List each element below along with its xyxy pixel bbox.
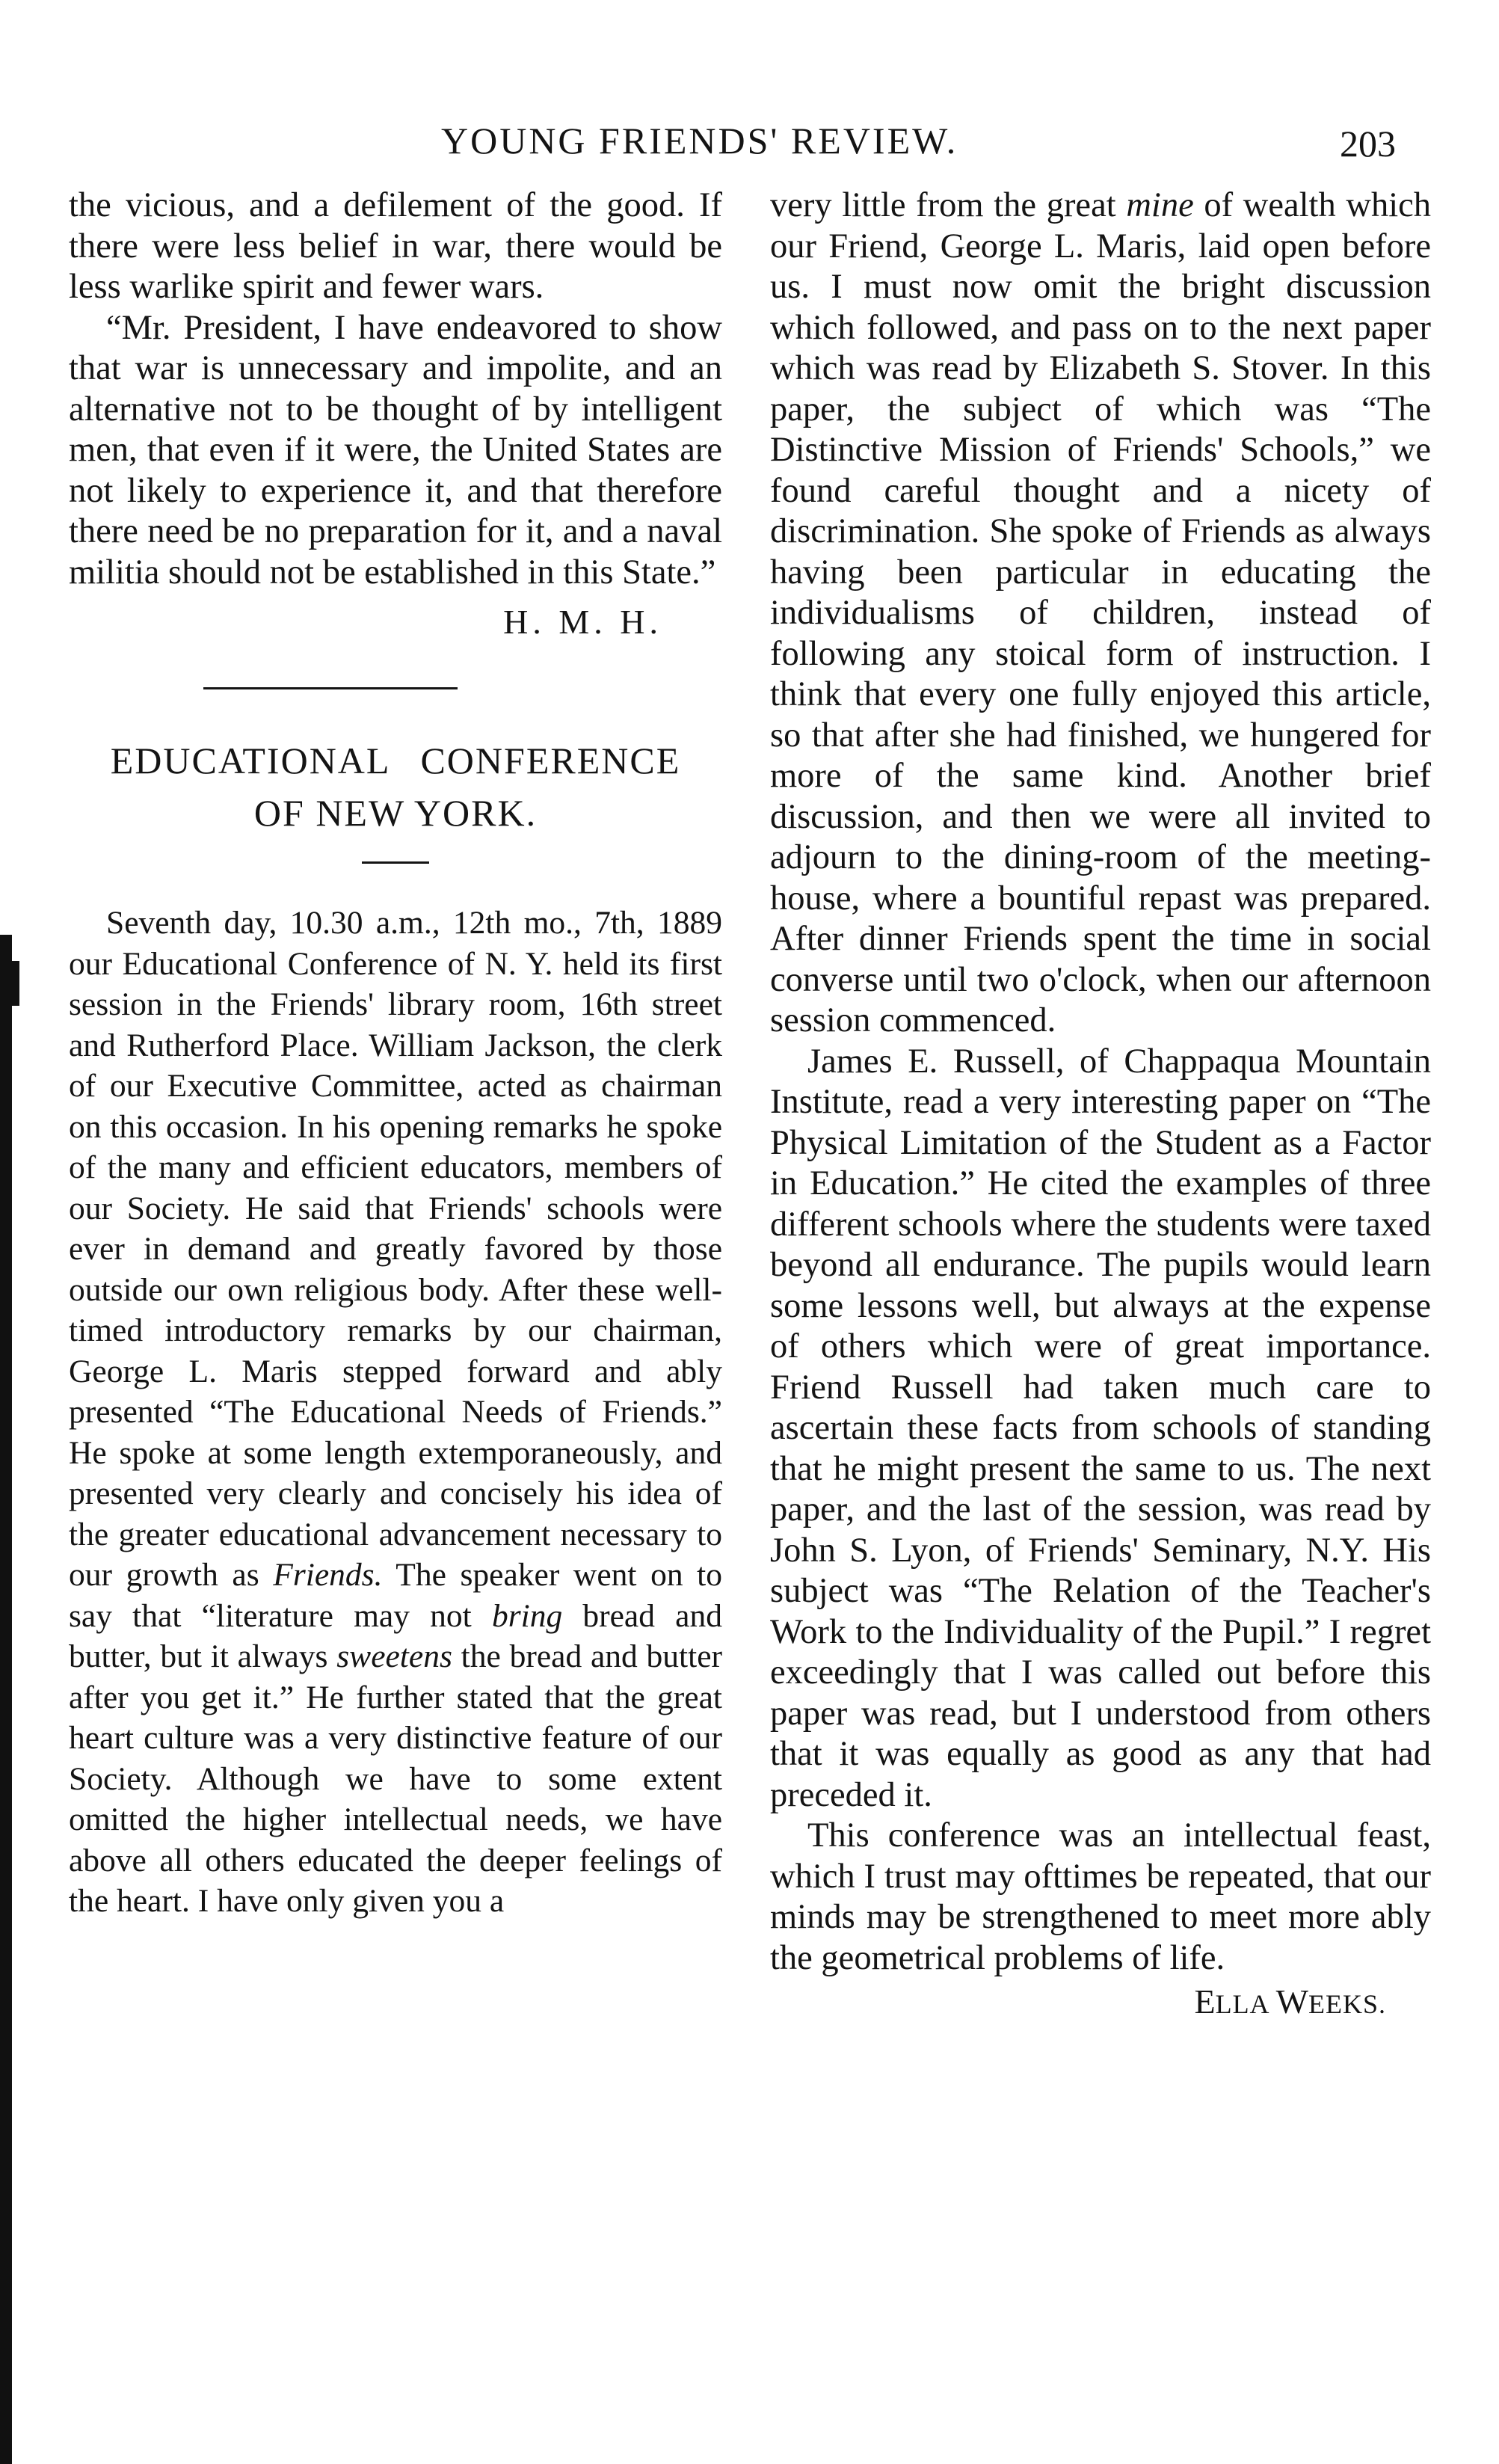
morning-text-rest: of wealth which our Friend, George L. Maris, laid open before us. I must now omit the bright discussion which followed, and pass on to the next paper which was read by Elizabeth S. Stover. In this paper, the subject of which was “The Distinctive Mission of Friends' Schools,” we found careful thought and a nicety of discrimination. She spoke of Friends as always having been particular in educating the individualisms of children, instead of following any stoical form of instruction. I think that every one fully enjoyed this article, so that after she had finished, we hungered for more of the same kind. Another brief discussion, and then we were all invited to adjourn to the dining-room of the meeting-house, where a bountiful repast was prepared. After dinner Friends spent the time in social converse until two o'clock, when our afternoon session commenced. [770,186,1432,1039]
author-signature-hmh: H. M. H. [503,603,662,641]
page-edge-shadow [0,935,12,2464]
italic-mine: mine [1126,186,1194,224]
paragraph-afternoon-session: James E. Russell, of Chappaqua Mountain Institute, read a very interesting paper on “The Physical Limitation of the Student as a Factor in Education.” He cited the examples of three different schools where the students were taxed beyond all endurance. The pupils would learn some lessons well, but always at the expense of others which were of great importance. Friend Russell had taken much care to ascertain these facts from schools of standing that he might present the same to us. The next paper, and the last of the session, was read by John S. Lyon, of Friends' Seminary, N.Y. His subject was “The Relation of the Teacher's Work to the Individuality of the Pupil.” I regret exceedingly that I was called out before this paper was read, but I understood from others that it was equally as good as any that had preceded it. [770,1042,1431,1814]
running-title: YOUNG FRIENDS' REVIEW. [441,120,958,162]
conference-text-mid2: bread and butter, but it always [69,1597,722,1674]
conference-text-mid: The speaker went on to say that “literature may not [69,1557,722,1634]
left-column [69,185,722,1922]
heading-word-conference: CONFERENCE [420,740,681,781]
right-column [770,185,1431,2024]
conference-text-end: the bread and butter after you get it.” He further stated that the great heart culture was a very distinctive feature of our Society. Although we have to some extent omitted the higher intellectual needs, we have above all others educated the deeper feelings of the heart. I have only given you a [69,1638,723,1919]
italic-sweetens: sweetens [336,1638,452,1674]
heading-line-new-york: OF NEW YORK. [253,792,538,834]
author-signature-ella-weeks: ELLA WEEKS. [1194,1982,1386,2021]
heading-word-educational: EDUCATIONAL [110,740,391,781]
heading-short-rule [362,861,429,864]
morning-text-start: very little from the great [770,186,1116,224]
italic-friends: Friends. [273,1557,383,1593]
section-divider-rule [203,687,458,689]
page-number: 203 [1340,123,1396,165]
italic-bring: bring [491,1597,563,1634]
article-heading [69,734,722,839]
paragraph-morning-session [770,185,1431,1042]
page-edge-mark [0,961,19,1006]
paragraph-war-conclusion: the vicious, and a defilement of the good. If there were less belief in war, there would be less warlike spirit and fewer wars. [69,186,722,306]
paragraph-conference-opening [69,903,722,1922]
paragraph-president-address: “Mr. President, I have endeavored to show that war is unnecessary and impolite, and an alternative not to be thought of by intelligent men, that even if it were, the United States are not likely to experience it, and that therefore there need be no preparation for it, and a naval militia should not be established in this State.” [69,308,722,592]
conference-text-start: Seventh day, 10.30 a.m., 12th mo., 7th, 1889 our Educational Conference of N. Y. held its first session in the Friends' library room, 16th street and Rutherford Place. William Jackson, the clerk of our Executive Committee, acted as chairman on this occasion. In his opening remarks he spoke of the many and efficient educators, members of our Society. He said that Friends' schools were ever in demand and greatly favored by those outside our own religious body. After these well-timed introductory remarks by our chairman, George L. Maris stepped forward and ably presented “The Educational Needs of Friends.” He spoke at some length extemporaneously, and presented very clearly and concisely his idea of the greater educational advancement necessary to our growth as [69,905,722,1593]
paragraph-closing: This conference was an intellectual feast, which I trust may ofttimes be repeated, that our minds may be strengthened to meet more ably the geometrical problems of life. [770,1816,1431,1977]
